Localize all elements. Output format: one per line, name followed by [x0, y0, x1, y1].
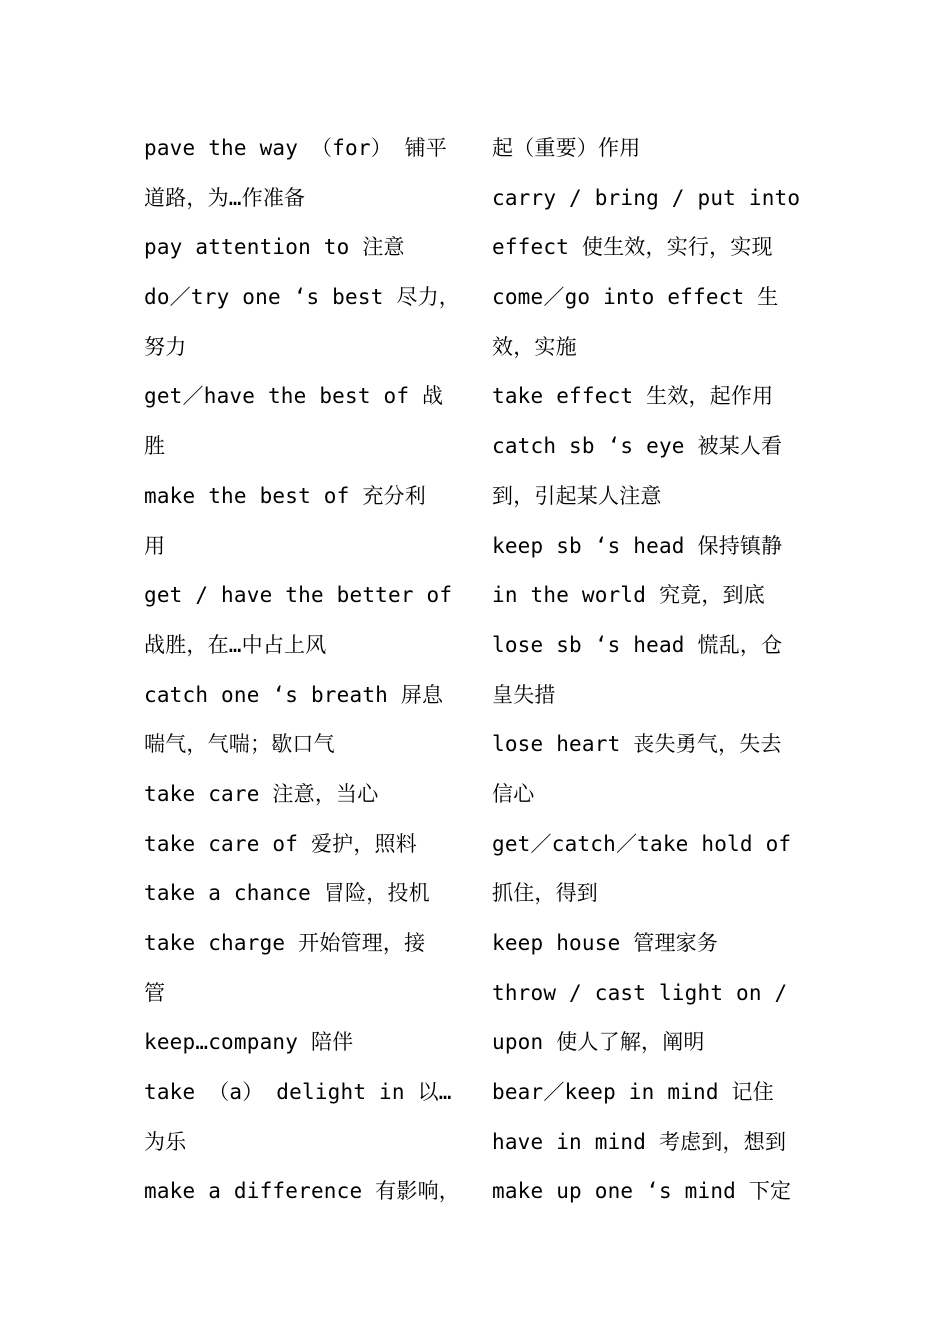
text-line: do／try one ‘s best 尽力， — [144, 285, 460, 310]
text-line: 战胜，在…中占上风 — [144, 632, 327, 657]
text-line: 喘气，气喘；歇口气 — [144, 732, 335, 757]
text-line: 管 — [144, 980, 166, 1005]
right-column — [492, 124, 810, 1217]
text-line: pay attention to 注意 — [144, 235, 405, 260]
text-line: have in mind 考虑到，想到 — [492, 1129, 787, 1154]
text-line: upon 使人了解，阐明 — [492, 1030, 705, 1055]
text-line: 起（重要）作用 — [492, 136, 641, 160]
text-line: catch one ‘s breath 屏息 — [144, 682, 444, 707]
text-line: keep house 管理家务 — [492, 931, 719, 955]
text-line: 为乐 — [144, 1129, 187, 1154]
text-line: lose heart 丧失勇气，失去 — [492, 732, 782, 757]
text-line: take a chance 冒险，投机 — [144, 881, 430, 906]
text-line: 努力 — [144, 334, 187, 359]
text-line: take effect 生效，起作用 — [492, 384, 774, 409]
text-line: take care of 爱护，照料 — [144, 831, 417, 856]
text-line: keep sb ‘s head 保持镇静 — [492, 533, 783, 558]
text-line: come／go into effect 生 — [492, 285, 779, 310]
text-line: 抓住，得到 — [492, 881, 598, 906]
text-line: get / have the better of — [144, 583, 453, 608]
text-line: pave the way （for） 铺平 — [144, 136, 448, 160]
text-line: carry / bring / put into — [492, 185, 801, 210]
text-line: 信心 — [492, 781, 535, 806]
text-line: make the best of 充分利 — [144, 483, 426, 508]
text-line: 用 — [144, 533, 166, 558]
text-line: in the world 究竟，到底 — [492, 583, 765, 608]
text-line: catch sb ‘s eye 被某人看 — [492, 434, 783, 459]
text-line: take care 注意，当心 — [144, 781, 379, 806]
text-line: 皇失措 — [492, 682, 556, 707]
text-line: make up one ‘s mind 下定 — [492, 1179, 792, 1204]
text-line: 到，引起某人注意 — [492, 483, 662, 508]
text-line: bear／keep in mind 记住 — [492, 1080, 774, 1105]
text-line: lose sb ‘s head 慌乱，仓 — [492, 632, 783, 657]
text-line: make a difference 有影响， — [144, 1179, 460, 1204]
text-line: 效，实施 — [492, 334, 577, 359]
text-line: take charge 开始管理，接 — [144, 931, 426, 955]
text-line: throw / cast light on / — [492, 980, 788, 1005]
text-line: take （a） delight in 以… — [144, 1080, 452, 1105]
text-line: 道路，为…作准备 — [144, 185, 306, 210]
text-line: effect 使生效，实行，实现 — [492, 235, 773, 260]
text-line: 胜 — [144, 434, 166, 459]
text-line: keep…company 陪伴 — [144, 1030, 354, 1055]
left-column — [144, 124, 462, 1217]
text-line: get／have the best of 战 — [144, 384, 444, 409]
text-line: get／catch／take hold of — [492, 831, 792, 856]
